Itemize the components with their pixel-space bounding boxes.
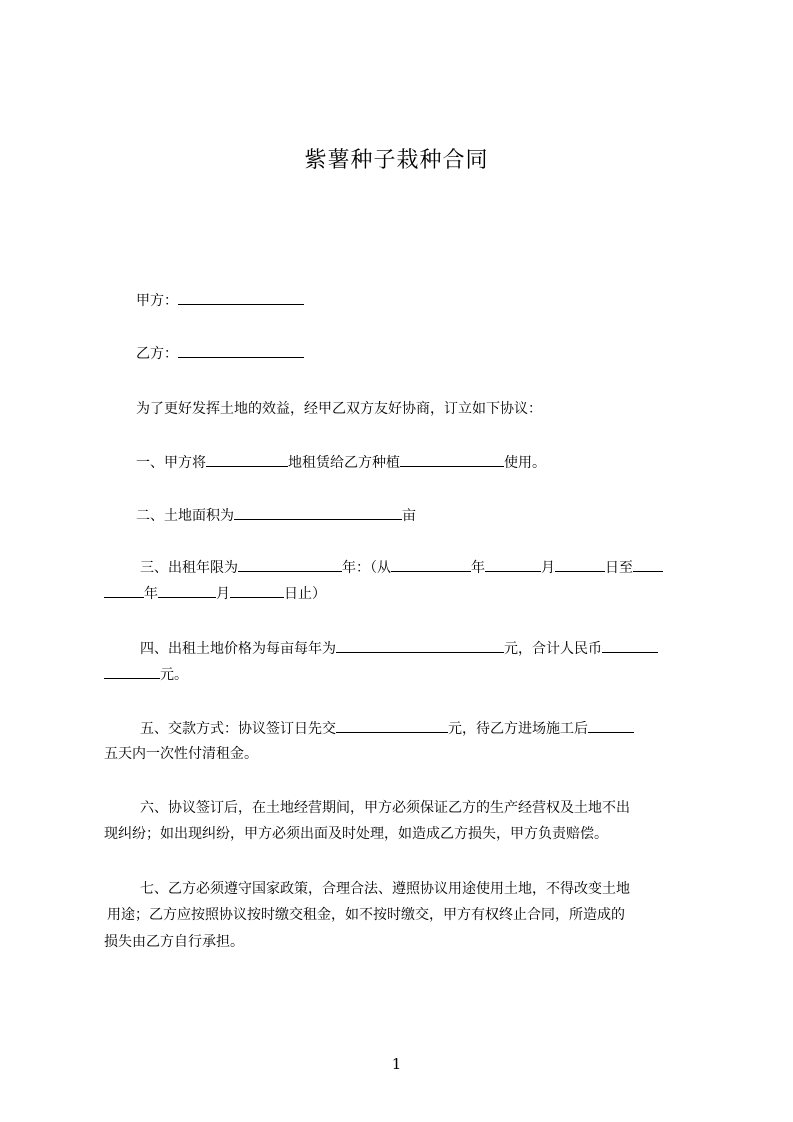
blank [238, 557, 342, 572]
party-b-line [136, 343, 304, 364]
clause-4-text-b: 元，合计人民币 [504, 641, 602, 657]
clause-5-text-a: 五、交款方式：协议签订日先交 [140, 721, 336, 737]
clause-4-line-1 [140, 638, 658, 659]
clause-1-text-a: 一、甲方将 [136, 455, 206, 471]
party-a-label: 甲方： [136, 293, 178, 309]
clause-2 [136, 505, 416, 526]
clause-6-line-2: 现纠纷；如出现纠纷，甲方必须出面及时处理，如造成乙方损失，甲方负责赔偿。 [104, 826, 608, 842]
blank [158, 583, 216, 598]
clause-5-text-b: 元，待乙方进场施工后 [448, 721, 588, 737]
clause-5-line-2: 五天内一次性付清租金。 [104, 746, 258, 762]
clause-2-text-a: 二、土地面积为 [136, 508, 234, 524]
clause-3-text-h: 日止） [284, 586, 326, 602]
clause-1-text-c: 使用。 [504, 455, 546, 471]
page-number: 1 [391, 1055, 402, 1073]
clause-6-line-1: 六、协议签订后，在土地经营期间，甲方必须保证乙方的生产经营权及土地不出 [140, 800, 630, 816]
blank [485, 557, 541, 572]
clause-1 [136, 452, 546, 473]
blank [206, 452, 288, 467]
blank [104, 664, 160, 679]
blank [391, 557, 471, 572]
clause-7-line-3: 损失由乙方自行承担。 [104, 934, 244, 950]
clause-3-text-b: 年：（从 [342, 560, 391, 576]
blank [336, 718, 448, 733]
clause-1-text-b: 地租赁给乙方种植 [288, 455, 400, 471]
blank [602, 638, 658, 653]
clause-4-line-2 [104, 664, 188, 685]
clause-3-line-1 [140, 557, 663, 578]
blank [588, 718, 634, 733]
clause-3-text-a: 三、出租年限为 [140, 560, 238, 576]
blank [633, 557, 663, 572]
blank [400, 452, 504, 467]
party-b-blank [178, 343, 304, 358]
clause-3-text-d: 月 [541, 560, 555, 576]
blank [230, 583, 284, 598]
party-a-line [136, 290, 304, 311]
blank [555, 557, 605, 572]
clause-4-text-a: 四、出租土地价格为每亩每年为 [140, 641, 336, 657]
party-b-label: 乙方： [136, 346, 178, 362]
clause-3-text-c: 年 [471, 560, 485, 576]
clause-7-line-1: 七、乙方必须遵守国家政策，合理合法、遵照协议用途使用土地，不得改变土地 [140, 881, 630, 897]
clause-3-text-f: 年 [144, 586, 158, 602]
clause-5-line-1 [140, 718, 634, 739]
clause-7-line-2: 用途；乙方应按照协议按时缴交租金，如不按时缴交，甲方有权终止合同，所造成的 [107, 907, 625, 923]
clause-3-text-g: 月 [216, 586, 230, 602]
blank [234, 505, 402, 520]
blank [104, 583, 144, 598]
clause-3-line-2 [104, 583, 326, 604]
clause-3-text-e: 日至 [605, 560, 633, 576]
blank [336, 638, 504, 653]
clause-2-text-b: 亩 [402, 508, 416, 524]
document-title: 紫薯种子栽种合同 [304, 148, 489, 173]
clause-4-text-c: 元。 [160, 667, 188, 683]
party-a-blank [178, 290, 304, 305]
intro-paragraph: 为了更好发挥土地的效益，经甲乙双方友好协商，订立如下协议： [136, 401, 542, 417]
